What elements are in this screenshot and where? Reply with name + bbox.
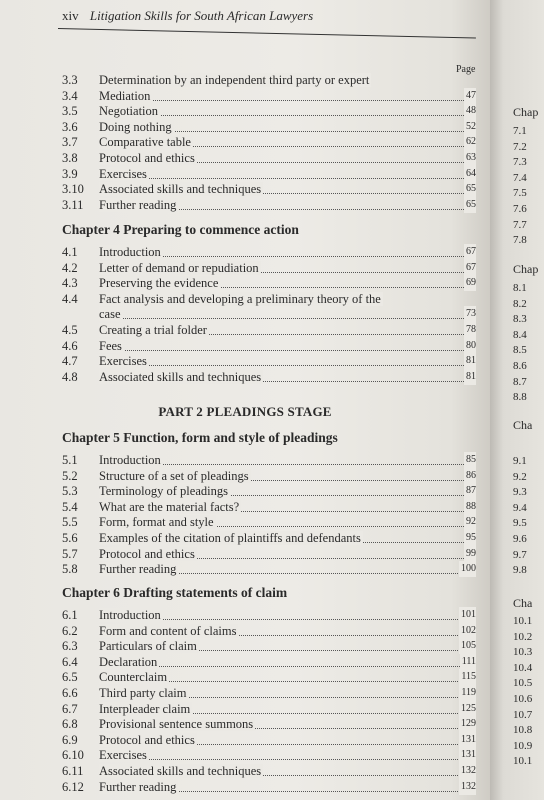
dot-leader: [99, 365, 476, 366]
entry-title: [99, 260, 261, 276]
adjacent-page: [490, 0, 544, 800]
entry-title-text: Comparative table: [99, 135, 191, 150]
adjacent-entry-number: 10.5: [513, 677, 533, 690]
entry-title: [99, 654, 159, 670]
entry-title-text: Provisional sentence summons: [99, 717, 254, 732]
entry-page: 100: [459, 561, 476, 577]
part-heading: PART 2 PLEADINGS STAGE: [158, 404, 332, 419]
entry-title-text: Introduction: [99, 608, 161, 622]
entry-title-text: Determination by an independent third party or expert: [99, 73, 370, 87]
entry-title-text: Third party claim: [99, 686, 187, 700]
entry-page: 132: [459, 763, 476, 779]
toc-entry: [62, 468, 476, 484]
entry-page: 132: [459, 779, 476, 795]
toc-entry: [62, 338, 476, 354]
toc-entry: [62, 530, 476, 546]
toc-entry: [62, 119, 476, 135]
entry-title: [99, 669, 169, 685]
entry-title-text: Negotiation: [99, 104, 159, 119]
entry-page: 62: [464, 134, 476, 150]
chapter-heading: Chapter 6 Drafting statements of claim: [62, 585, 288, 600]
entry-number: 4.3: [62, 276, 78, 291]
entry-title-text: Associated skills and techniques: [99, 182, 262, 197]
entry-number: 6.1: [62, 608, 78, 622]
dot-leader: [99, 318, 476, 319]
adjacent-entry-number: 9.5: [513, 517, 527, 530]
entry-title: [99, 763, 263, 779]
entry-page: 67: [464, 260, 476, 276]
entry-title-text: Fact analysis and developing a preliminary theory of the: [99, 291, 381, 306]
entry-page: 88: [464, 499, 476, 515]
adjacent-entry-number: 9.6: [513, 533, 527, 545]
adjacent-entry-number: 10.6: [513, 693, 533, 705]
entry-page: 64: [464, 166, 476, 182]
entry-title: [99, 514, 216, 530]
entry-page: 65: [464, 181, 476, 197]
entry-page: 81: [464, 353, 476, 369]
entry-number: 3.4: [62, 88, 78, 103]
adjacent-entry-number: 8.7: [513, 375, 527, 388]
chapter-heading: Chapter 5 Function, form and style of pleadings: [62, 430, 338, 445]
entry-page: 73: [464, 306, 476, 322]
entry-page: 48: [464, 103, 476, 119]
toc-entry: [62, 669, 476, 685]
adjacent-entry-number: 10.8: [513, 724, 533, 737]
entry-title: [99, 353, 149, 369]
entry-number: 5.4: [62, 499, 78, 514]
entry-title-text: Exercises: [99, 748, 147, 763]
entry-number: 6.6: [62, 686, 78, 700]
entry-title: [99, 181, 263, 197]
entry-title: [99, 638, 199, 654]
adjacent-entry-number: 8.4: [513, 328, 527, 341]
entry-number: 5.1: [62, 453, 78, 467]
entry-page: 87: [464, 483, 476, 499]
entry-title-text: Creating a trial folder: [99, 323, 207, 337]
entry-title-text: Associated skills and techniques: [99, 764, 262, 778]
entry-page: 111: [460, 654, 476, 670]
adjacent-entry-number: 10.7: [513, 708, 533, 721]
toc-entry: [62, 181, 476, 197]
entry-number: 3.5: [62, 104, 78, 119]
entry-title: [99, 103, 160, 119]
header-page-number: xiv: [62, 8, 79, 23]
entry-title-text: Exercises: [99, 166, 147, 181]
entry-page: 80: [464, 338, 476, 354]
entry-number: 4.2: [62, 260, 78, 275]
adjacent-chapter-heading: Cha: [513, 596, 533, 610]
entry-number: 6.11: [62, 764, 84, 778]
entry-title: [99, 561, 178, 577]
dot-leader: [99, 759, 476, 760]
entry-title-text: Terminology of pleadings: [99, 484, 228, 499]
toc-entry: [62, 514, 476, 530]
entry-page: 81: [464, 369, 476, 385]
adjacent-entry-number: 9.3: [513, 486, 527, 499]
entry-number: 5.8: [62, 562, 78, 577]
entry-number: 6.9: [62, 732, 78, 747]
toc-entry: [62, 134, 476, 150]
entry-number: 6.8: [62, 717, 78, 732]
entry-title-text: Declaration: [99, 654, 158, 669]
entry-number: 3.11: [62, 197, 84, 212]
toc-entry: [62, 452, 476, 468]
entry-title: [99, 546, 197, 562]
entry-page: 131: [459, 747, 476, 763]
toc-entry: [62, 499, 476, 515]
entry-page: 131: [459, 732, 476, 748]
entry-title-text: Examples of the citation of plaintiffs and defendants: [99, 531, 361, 545]
entry-title: [99, 779, 178, 795]
entry-title: [99, 197, 178, 213]
entry-title: [99, 150, 197, 166]
entry-number: 6.10: [62, 748, 84, 763]
adjacent-entry-number: 9.1: [513, 455, 527, 467]
entry-number: 6.12: [62, 779, 84, 794]
toc-entry: [62, 150, 476, 166]
toc-entry: [62, 638, 476, 654]
entry-title-text: Further reading: [99, 779, 177, 794]
entry-title-text: Fees: [99, 338, 122, 353]
entry-title-text: Form, format and style: [99, 515, 214, 530]
entry-number: 3.7: [62, 135, 78, 150]
adjacent-entry-number: 7.1: [513, 125, 527, 137]
entry-number: 3.3: [62, 73, 78, 87]
toc-entry: [62, 546, 476, 562]
entry-number: 4.7: [62, 354, 78, 369]
entry-title-text: Further reading: [99, 562, 177, 577]
entry-page: 65: [464, 197, 476, 213]
dot-leader: [99, 100, 476, 101]
entry-title: [99, 701, 192, 717]
entry-page: 125: [459, 701, 476, 717]
entry-title-text: Protocol and ethics: [99, 151, 195, 165]
entry-title: [99, 244, 163, 260]
toc-entry: [62, 322, 476, 338]
entry-title-text: Structure of a set of pleadings: [99, 468, 249, 483]
entry-title: [99, 732, 197, 748]
entry-title-text: case: [99, 307, 121, 322]
adjacent-entry-number: 10.9: [513, 739, 533, 752]
toc-entry: [62, 275, 476, 291]
entry-title: [99, 134, 193, 150]
header-rule: [58, 28, 476, 38]
adjacent-chapter-heading: Chap: [513, 105, 539, 119]
entry-title-text: What are the material facts?: [99, 499, 240, 514]
entry-title: [99, 369, 263, 385]
entry-title: [99, 468, 251, 484]
adjacent-entry-number: 8.8: [513, 391, 527, 404]
toc-entry: [62, 607, 476, 623]
entry-title-text: Associated skills and techniques: [99, 369, 262, 384]
entry-number: 4.8: [62, 369, 78, 384]
entry-title-text: Letter of demand or repudiation: [99, 260, 259, 275]
adjacent-entry-number: 10.2: [513, 630, 533, 643]
adjacent-entry-number: 7.7: [513, 218, 527, 231]
adjacent-entry-number: 10.1: [513, 755, 533, 768]
entry-page: 52: [464, 119, 476, 135]
adjacent-entry-number: 7.3: [513, 156, 527, 169]
entry-page: 99: [464, 546, 476, 562]
entry-title: [99, 119, 174, 135]
entry-title-text: Introduction: [99, 245, 161, 259]
entry-title: [99, 685, 188, 701]
adjacent-entry-number: 7.8: [513, 234, 527, 247]
toc-entry: [62, 654, 476, 670]
entry-page: 119: [459, 685, 476, 701]
entry-title: [99, 338, 124, 354]
entry-title: [99, 530, 363, 546]
entry-title: [99, 322, 209, 338]
entry-title: [99, 452, 163, 468]
entry-number: 5.7: [62, 546, 78, 561]
entry-page: 85: [464, 452, 476, 468]
chapter-heading: Chapter 4 Preparing to commence action: [62, 222, 299, 237]
toc-entry: [62, 747, 476, 763]
entry-title-text: Doing nothing: [99, 119, 172, 134]
toc-entry: [62, 260, 476, 276]
toc-entry: [62, 306, 476, 322]
adjacent-entry-number: 7.2: [513, 140, 527, 153]
entry-page: 67: [464, 244, 476, 260]
entry-number: 4.4: [62, 291, 78, 306]
entry-page: 101: [459, 607, 476, 623]
entry-number: 4.5: [62, 323, 78, 337]
entry-page: 102: [459, 623, 476, 639]
entry-number: 6.2: [62, 623, 78, 638]
toc-entry: [62, 197, 476, 213]
entry-title-text: Further reading: [99, 197, 177, 212]
entry-number: 3.8: [62, 151, 78, 165]
entry-page: 69: [464, 275, 476, 291]
entry-title: [99, 72, 371, 88]
toc-entry: [62, 716, 476, 732]
adjacent-entry-number: 8.2: [513, 297, 527, 310]
entry-title: [99, 747, 149, 763]
entry-page: 47: [464, 88, 476, 104]
entry-title: [99, 291, 383, 307]
toc-entry: [62, 369, 476, 385]
toc-entry: [62, 353, 476, 369]
entry-page: 105: [459, 638, 476, 654]
entry-title-text: Exercises: [99, 354, 147, 369]
toc-entry: [62, 166, 476, 182]
entry-title: [99, 483, 230, 499]
adjacent-chapter-heading: Chap: [513, 262, 539, 276]
entry-title-text: Introduction: [99, 453, 161, 467]
adjacent-entry-number: 7.6: [513, 203, 527, 215]
dot-leader: [99, 178, 476, 179]
entry-number: 3.6: [62, 119, 78, 134]
entry-number: 4.6: [62, 338, 78, 353]
adjacent-entry-number: 7.4: [513, 171, 527, 184]
entry-page: 63: [464, 150, 476, 166]
adjacent-entry-number: 9.2: [513, 470, 527, 483]
entry-number: 5.6: [62, 531, 78, 545]
entry-title-text: Preserving the evidence: [99, 276, 219, 291]
adjacent-entry-number: 8.1: [513, 282, 527, 294]
entry-number: 3.10: [62, 182, 84, 197]
entry-title: [99, 306, 123, 322]
entry-number: 5.2: [62, 468, 78, 483]
adjacent-entry-number: 7.5: [513, 187, 527, 200]
adjacent-entry-number: 8.5: [513, 344, 527, 357]
toc-entry: [62, 701, 476, 717]
entry-title-text: Interpleader claim: [99, 701, 191, 716]
entry-title: [99, 499, 241, 515]
entry-title-text: Counterclaim: [99, 670, 168, 685]
adjacent-entry-number: 10.4: [513, 661, 533, 674]
entry-title-text: Form and content of claims: [99, 623, 237, 638]
entry-number: 5.5: [62, 515, 78, 530]
dot-leader: [99, 350, 476, 351]
adjacent-entry-number: 9.7: [513, 548, 527, 561]
entry-title-text: Protocol and ethics: [99, 546, 195, 561]
toc-entry: [62, 623, 476, 639]
adjacent-entry-number: 9.4: [513, 501, 527, 514]
adjacent-entry-number: 8.6: [513, 360, 527, 372]
entry-number: 6.3: [62, 639, 78, 654]
adjacent-entry-number: 8.3: [513, 313, 527, 326]
entry-title-text: Particulars of claim: [99, 639, 197, 654]
header-book-title: Litigation Skills for South African Lawyers: [89, 8, 314, 23]
toc-entry: [62, 779, 476, 795]
entry-number: 6.7: [62, 701, 78, 716]
toc-entry: [62, 244, 476, 260]
entry-number: 6.4: [62, 654, 78, 669]
entry-page: 95: [464, 530, 476, 546]
entry-page: 78: [464, 322, 476, 338]
entry-page: 92: [464, 514, 476, 530]
adjacent-entry-number: 9.8: [513, 564, 527, 577]
adjacent-chapter-heading: Cha: [513, 418, 533, 432]
toc-entry: [62, 291, 476, 307]
adjacent-entry-number: 10.1: [513, 615, 533, 627]
entry-title: [99, 716, 255, 732]
toc-entry: [62, 103, 476, 119]
toc-entry: [62, 561, 476, 577]
entry-number: 5.3: [62, 484, 78, 499]
running-header: [62, 8, 313, 24]
entry-number: 3.9: [62, 166, 78, 181]
entry-page: 86: [464, 468, 476, 484]
entry-title: [99, 607, 163, 623]
entry-title: [99, 275, 220, 291]
toc-entry: [62, 88, 476, 104]
page-column-label: Page: [456, 64, 476, 75]
entry-page: 115: [459, 669, 476, 685]
entry-title-text: Protocol and ethics: [99, 732, 195, 747]
toc-entry: [62, 763, 476, 779]
entry-title: [99, 88, 152, 104]
entry-title: [99, 623, 238, 639]
entry-page: 129: [459, 716, 476, 732]
entry-number: 6.5: [62, 670, 78, 685]
toc-entry: [62, 483, 476, 499]
toc-entry: [62, 732, 476, 748]
entry-number: 4.1: [62, 245, 78, 259]
adjacent-entry-number: 10.3: [513, 646, 533, 659]
entry-title: [99, 166, 149, 182]
toc-entry: [62, 72, 476, 88]
toc-entry: [62, 685, 476, 701]
entry-title-text: Mediation: [99, 88, 151, 103]
